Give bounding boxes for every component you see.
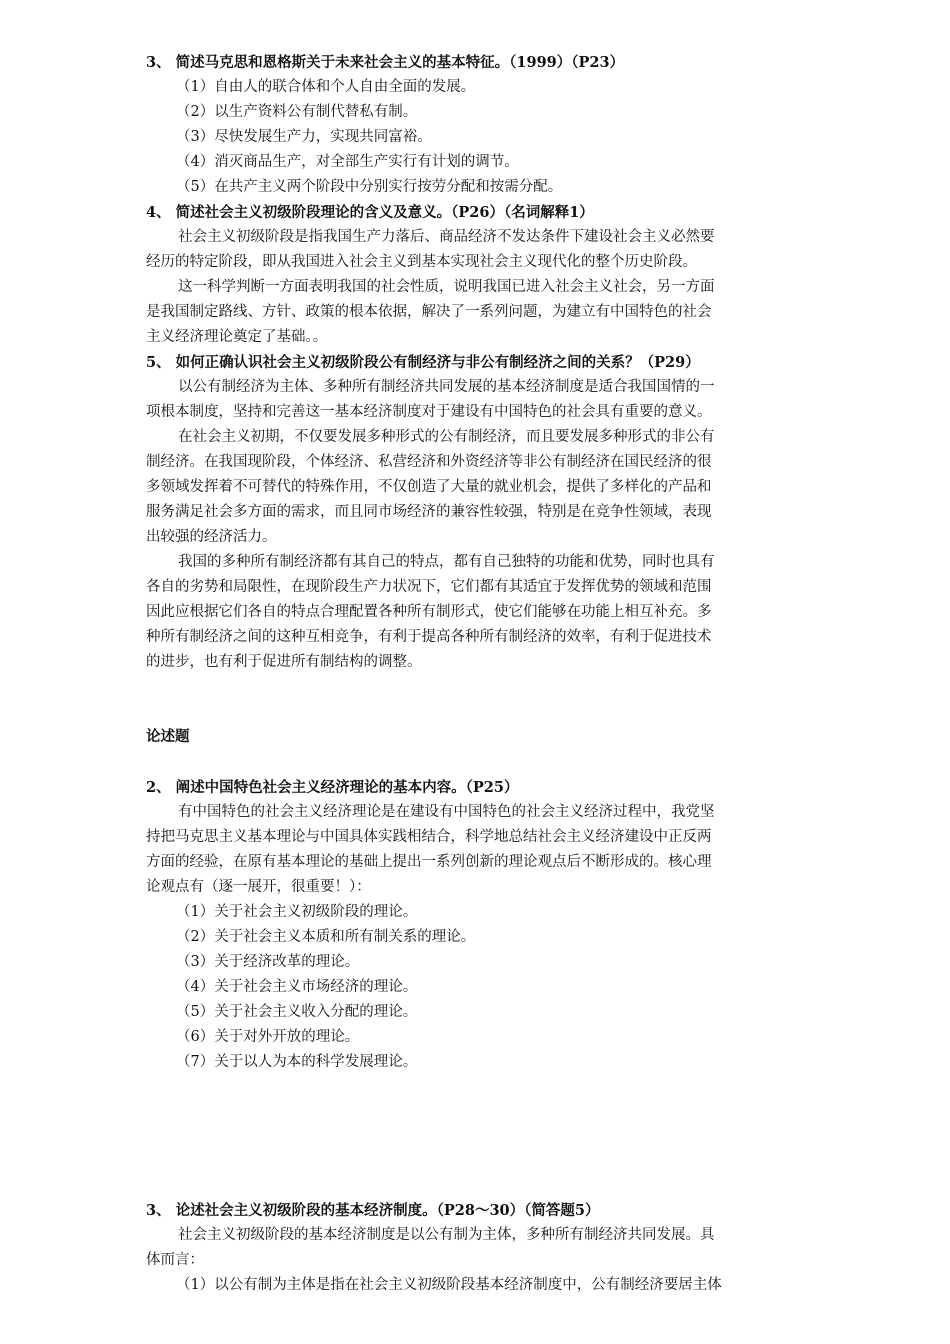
q4-p2-line: 这一科学判断一方面表明我国的社会性质，说明我国已进入社会主义社会，另一方面 (178, 279, 715, 295)
e3-p1-line: 体而言： (146, 1252, 204, 1268)
q5-p2-line: 制经济。在我国现阶段，个体经济、私营经济和外资经济等非公有制经济在国民经济的很 (146, 454, 712, 470)
q5-p3-line: 我国的多种所有制经济都有其自己的特点，都有自己独特的功能和优势，同时也具有 (178, 554, 715, 570)
essay-heading: 论述题 (146, 728, 190, 745)
q4-p2-line: 主义经济理论奠定了基础。。 (146, 329, 328, 345)
e2-item-5: （5）关于社会主义收入分配的理论。 (176, 1004, 418, 1020)
e2-p1-line: 论观点有（逐一展开，很重要！）： (146, 879, 371, 895)
q5-p1-line: 项根本制度，坚持和完善这一基本经济制度对于建设有中国特色的社会具有重要的意义。 (146, 404, 712, 420)
e3-title: 3、 论述社会主义初级阶段的基本经济制度。（P28～30）（简答题5） (146, 1202, 600, 1219)
e2-title: 2、 阐述中国特色社会主义经济理论的基本内容。（P25） (146, 779, 519, 796)
e2-item-2: （2）关于社会主义本质和所有制关系的理论。 (176, 929, 476, 945)
q5-p2-line: 在社会主义初期，不仅要发展多种形式的公有制经济，而且要发展多种形式的非公有 (178, 429, 715, 445)
q5-p3-line: 因此应根据它们各自的特点合理配置各种所有制形式，使它们能够在功能上相互补充。多 (146, 604, 712, 620)
q3-title: 3、 简述马克思和恩格斯关于未来社会主义的基本特征。（1999）（P23） (146, 54, 625, 71)
e2-item-3: （3）关于经济改革的理论。 (176, 954, 360, 970)
e2-item-6: （6）关于对外开放的理论。 (176, 1029, 360, 1045)
q3-item-4: （4）消灭商品生产，对全部生产实行有计划的调节。 (176, 154, 519, 170)
e3-p1-line: 社会主义初级阶段的基本经济制度是以公有制为主体，多种所有制经济共同发展。具 (178, 1227, 715, 1243)
q4-title: 4、 简述社会主义初级阶段理论的含义及意义。（P26）（名词解释1） (146, 204, 594, 221)
q5-p1-line: 以公有制经济为主体、多种所有制经济共同发展的基本经济制度是适合我国国情的一 (178, 379, 715, 395)
q5-title: 5、 如何正确认识社会主义初级阶段公有制经济与非公有制经济之间的关系？（P29） (146, 354, 700, 371)
e3-item-1: （1）以公有制为主体是指在社会主义初级阶段基本经济制度中，公有制经济要居主体 (176, 1277, 722, 1293)
q4-p2-line: 是我国制定路线、方针、政策的根本依据，解决了一系列问题，为建立有中国特色的社会 (146, 304, 712, 320)
q3-item-1: （1）自由人的联合体和个人自由全面的发展。 (176, 79, 476, 95)
e2-item-1: （1）关于社会主义初级阶段的理论。 (176, 904, 418, 920)
e2-p1-line: 方面的经验，在原有基本理论的基础上提出一系列创新的理论观点后不断形成的。核心理 (146, 854, 712, 870)
e2-item-7: （7）关于以人为本的科学发展理论。 (176, 1054, 418, 1070)
q5-p3-line: 种所有制经济之间的这种互相竞争，有利于提高各种所有制经济的效率，有利于促进技术 (146, 629, 712, 645)
e2-p1-line: 有中国特色的社会主义经济理论是在建设有中国特色的社会主义经济过程中，我党坚 (178, 804, 715, 820)
q5-p2-line: 多领域发挥着不可替代的特殊作用，不仅创造了大量的就业机会，提供了多样化的产品和 (146, 479, 712, 495)
q5-p3-line: 的进步，也有利于促进所有制结构的调整。 (146, 654, 422, 670)
q3-item-5: （5）在共产主义两个阶段中分别实行按劳分配和按需分配。 (176, 179, 563, 195)
q5-p3-line: 各自的劣势和局限性，在现阶段生产力状况下，它们都有其适宜于发挥优势的领域和范围 (146, 579, 712, 595)
q5-p2-line: 出较强的经济活力。 (146, 529, 277, 545)
q4-p1-line: 经历的特定阶段，即从我国进入社会主义到基本实现社会主义现代化的整个历史阶段。 (146, 254, 697, 270)
e2-item-4: （4）关于社会主义市场经济的理论。 (176, 979, 418, 995)
q4-p1-line: 社会主义初级阶段是指我国生产力落后、商品经济不发达条件下建设社会主义必然要 (178, 229, 715, 245)
q5-p2-line: 服务满足社会多方面的需求，而且同市场经济的兼容性较强，特别是在竞争性领域，表现 (146, 504, 712, 520)
q3-item-2: （2）以生产资料公有制代替私有制。 (176, 104, 418, 120)
e2-p1-line: 持把马克思主义基本理论与中国具体实践相结合，科学地总结社会主义经济建设中正反两 (146, 829, 712, 845)
q3-item-3: （3）尽快发展生产力，实现共同富裕。 (176, 129, 432, 145)
